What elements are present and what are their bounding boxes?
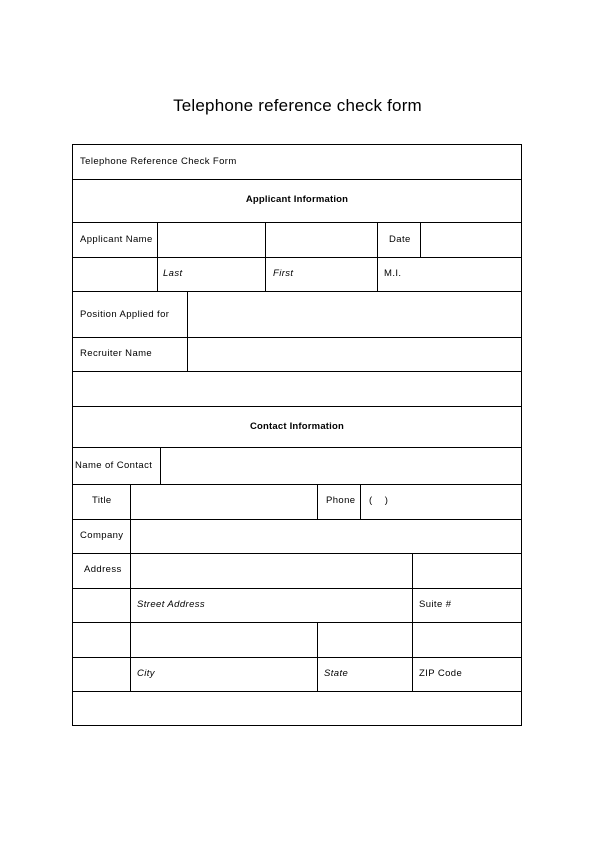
first-name-caption: First [273,268,294,279]
applicant-last-name-field[interactable] [158,223,264,257]
street-address-field[interactable] [131,554,411,588]
form-header: Telephone Reference Check Form [80,156,237,167]
street-address-caption: Street Address [137,599,206,610]
suite-field[interactable] [413,554,521,588]
page-title: Telephone reference check form [173,96,422,115]
contact-name-field[interactable] [161,448,521,484]
address-label: Address [84,564,122,575]
row-divider [73,657,521,658]
middle-initial-caption: M.I. [384,268,402,279]
contact-name-label: Name of Contact [75,460,153,471]
col-divider [360,484,361,519]
row-divider [73,371,521,372]
contact-section-heading: Contact Information [249,421,345,432]
date-label: Date [389,234,411,245]
phone-field[interactable]: ( ) [369,495,389,506]
position-label: Position Applied for [80,309,170,320]
title-field[interactable] [131,485,316,519]
state-caption: State [324,668,349,679]
row-divider [73,406,521,407]
state-field[interactable] [318,623,411,657]
city-field[interactable] [131,623,316,657]
title-label: Title [92,495,112,506]
applicant-section-heading: Applicant Information [245,194,349,205]
position-field[interactable] [188,292,521,337]
last-name-caption: Last [163,268,183,279]
col-divider [377,222,378,291]
company-field[interactable] [131,520,521,553]
row-divider [73,179,521,180]
zip-code-caption: ZIP Code [419,668,463,679]
col-divider [317,484,318,519]
recruiter-label: Recruiter Name [80,348,153,359]
company-label: Company [80,530,124,541]
city-caption: City [137,668,155,679]
row-divider [73,588,521,589]
applicant-name-label: Applicant Name [80,234,153,245]
row-divider [73,691,521,692]
phone-label: Phone [326,495,356,506]
row-divider [73,257,521,258]
col-divider [157,257,158,291]
zip-code-field[interactable] [413,623,521,657]
applicant-first-name-field[interactable] [266,223,376,257]
suite-caption: Suite # [419,599,452,610]
reference-check-form [72,144,522,726]
recruiter-field[interactable] [188,338,521,371]
date-field[interactable] [421,223,521,257]
